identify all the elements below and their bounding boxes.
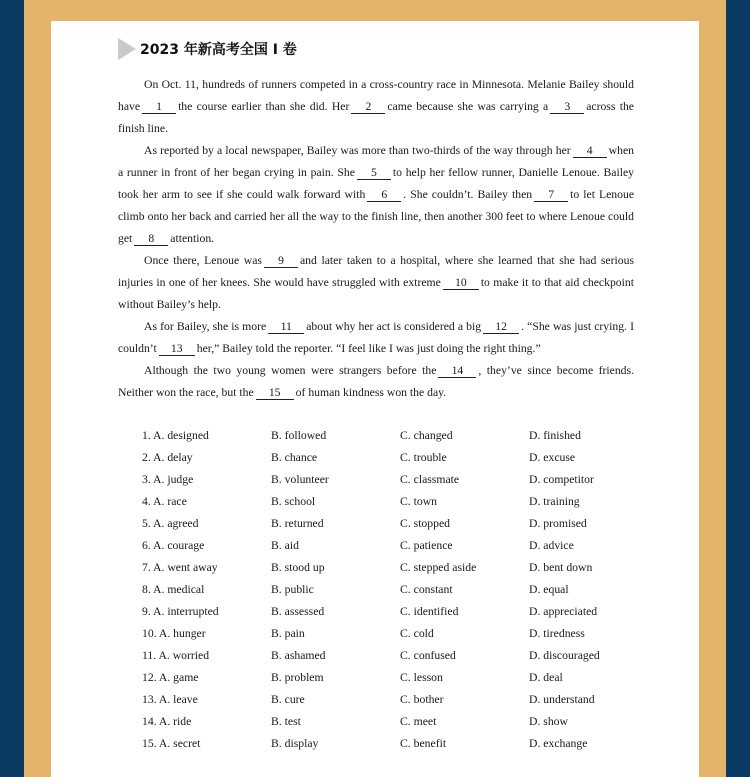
option-a: 9. A. interrupted [142, 605, 219, 618]
option-a: 5. A. agreed [142, 517, 199, 530]
option-d: D. discouraged [529, 649, 600, 662]
option-c: C. patience [400, 539, 453, 552]
option-b: B. problem [271, 671, 324, 684]
paragraph-1: On Oct. 11, hundreds of runners competed in a cross-country race in Minnesota. Melanie Bailey should have 1 the course earlier than she did. Her 2 came because she was carrying a 3 across the finish line. [118, 78, 634, 135]
option-d: D. appreciated [529, 605, 598, 618]
blank: 10 [443, 276, 479, 290]
option-c: C. constant [400, 583, 453, 596]
option-a: 7. A. went away [142, 561, 218, 574]
option-c: C. identified [400, 605, 459, 618]
option-row [118, 601, 634, 623]
option-c: C. town [400, 495, 438, 508]
option-row [118, 733, 634, 755]
option-row [118, 623, 634, 645]
blank: 1 [142, 100, 176, 114]
blank: 3 [550, 100, 584, 114]
option-a: 14. A. ride [142, 715, 192, 728]
option-row [118, 689, 634, 711]
option-c: C. changed [400, 429, 453, 442]
option-c: C. lesson [400, 671, 443, 684]
option-row [118, 557, 634, 579]
option-a: 2. A. delay [142, 451, 193, 464]
option-b: B. school [271, 495, 316, 508]
option-a: 13. A. leave [142, 693, 198, 706]
blank: 11 [268, 320, 304, 334]
blank: 15 [256, 386, 294, 400]
answer-options [118, 425, 634, 755]
option-b: B. pain [271, 627, 305, 640]
option-b: B. display [271, 737, 319, 750]
option-c: C. trouble [400, 451, 447, 464]
paragraph-2: As reported by a local newspaper, Bailey was more than two-thirds of the way through her 4 when a runner in front of her began crying in pain. She 5 to help her fellow runner, Danielle Lenoue. Bailey took her arm to see if she could walk forward with 6 . She couldn’t. Bailey then 7 to let Lenoue climb onto her back and carried her all the way to the finish line, then another 300 feet to where Lenoue could get 8 attention. [118, 144, 635, 245]
option-b: B. assessed [271, 605, 325, 618]
option-a: 3. A. judge [142, 473, 194, 486]
option-row [118, 447, 634, 469]
option-c: C. cold [400, 627, 434, 640]
option-d: D. finished [529, 429, 581, 442]
option-a: 15. A. secret [142, 737, 201, 750]
option-b: B. test [271, 715, 301, 728]
option-a: 1. A. designed [142, 429, 209, 442]
option-d: D. equal [529, 583, 569, 596]
section-heading [118, 38, 297, 60]
option-c: C. stopped [400, 517, 450, 530]
option-d: D. deal [529, 671, 563, 684]
option-c: C. bother [400, 693, 444, 706]
option-b: B. returned [271, 517, 324, 530]
option-b: B. public [271, 583, 314, 596]
option-b: B. stood up [271, 561, 325, 574]
option-row [118, 513, 634, 535]
paragraph-3: Once there, Lenoue was 9 and later taken to a hospital, where she learned that she had serious injuries in one of her knees. She would have struggled with extreme 10 to make it to that aid checkpoint without Bailey’s help. [118, 254, 634, 311]
option-b: B. volunteer [271, 473, 329, 486]
option-d: D. competitor [529, 473, 594, 486]
triangle-bullet-icon [118, 38, 136, 60]
blank: 2 [351, 100, 385, 114]
blank: 9 [264, 254, 298, 268]
option-row [118, 425, 634, 447]
option-a: 12. A. game [142, 671, 199, 684]
option-row [118, 491, 634, 513]
option-row [118, 711, 634, 733]
option-c: C. benefit [400, 737, 447, 750]
option-row [118, 645, 634, 667]
blank: 8 [134, 232, 168, 246]
option-b: B. cure [271, 693, 305, 706]
option-d: D. training [529, 495, 580, 508]
option-d: D. exchange [529, 737, 588, 750]
paragraph-4: As for Bailey, she is more 11 about why her act is considered a big 12 . “She was just crying. I couldn’t 13 her,” Bailey told the reporter. “I feel like I was just doing the right thing.” [118, 320, 634, 355]
option-b: B. ashamed [271, 649, 326, 662]
blank: 4 [573, 144, 607, 158]
cloze-passage [118, 74, 634, 404]
option-a: 4. A. race [142, 495, 187, 508]
option-row [118, 667, 634, 689]
option-row [118, 579, 634, 601]
option-b: B. chance [271, 451, 318, 464]
blank: 5 [357, 166, 391, 180]
option-d: D. excuse [529, 451, 576, 464]
option-d: D. understand [529, 693, 595, 706]
option-row [118, 469, 634, 491]
option-c: C. stepped aside [400, 561, 477, 574]
option-d: D. tiredness [529, 627, 585, 640]
option-b: B. followed [271, 429, 327, 442]
blank: 12 [483, 320, 519, 334]
option-a: 6. A. courage [142, 539, 205, 552]
option-row [118, 535, 634, 557]
option-c: C. confused [400, 649, 456, 662]
blank: 7 [534, 188, 568, 202]
option-d: D. bent down [529, 561, 593, 574]
option-b: B. aid [271, 539, 299, 552]
option-d: D. advice [529, 539, 574, 552]
paragraph-5: Although the two young women were strangers before the 14 , they’ve since become friends. Neither won the race, but the 15 of human kindness won the day. [118, 364, 634, 399]
option-d: D. promised [529, 517, 587, 530]
section-title: 2023 年新高考全国 I 卷 [140, 42, 297, 58]
option-a: 8. A. medical [142, 583, 205, 596]
blank: 6 [367, 188, 401, 202]
option-c: C. meet [400, 715, 437, 728]
blank: 14 [438, 364, 476, 378]
option-c: C. classmate [400, 473, 460, 486]
option-a: 10. A. hunger [142, 627, 206, 640]
document-page [51, 21, 699, 777]
blank: 13 [159, 342, 195, 356]
option-a: 11. A. worried [142, 649, 210, 662]
option-d: D. show [529, 715, 568, 728]
